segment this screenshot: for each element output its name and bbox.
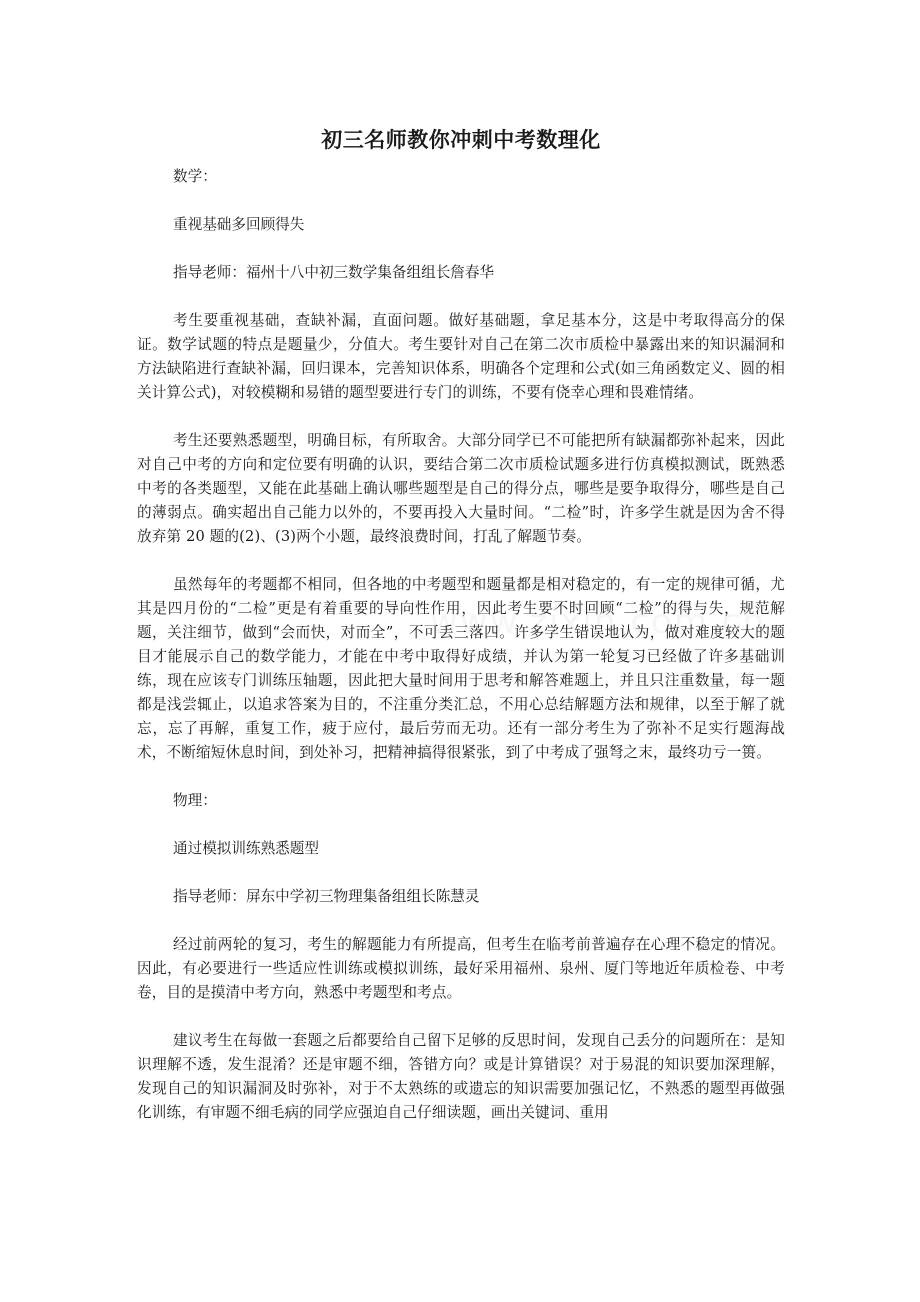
physics-paragraph-1: 经过前两轮的复习，考生的解题能力有所提高，但考生在临考前普遍存在心理不稳定的情况。因此，有必要进行一些适应性训练或模拟训练，最好采用福州、泉州、厦门等地近年质检卷、中考卷，目的是摸清中考方向，熟悉中考题型和考点。: [137, 936, 785, 1001]
physics-subtitle: 通过模拟训练熟悉题型: [173, 840, 319, 857]
document-title: 初三名师教你冲刺中考数理化: [321, 128, 601, 152]
math-paragraph-1: 考生要重视基础，查缺补漏，直面问题。做好基础题，拿足基本分，这是中考取得高分的保证。数学试题的特点是题量少，分值大。考生要针对自己在第二次市质检中暴露出来的知识漏洞和方法缺陷进行查缺补漏，回归课本，完善知识体系，明确各个定理和公式(如三角函数定义、圆的相关计算公式)，对较模糊和易错的题型要进行专门的训练，不要有侥幸心理和畏难情绪。: [137, 312, 785, 401]
math-paragraph-3: 虽然每年的考题都不相同，但各地的中考题型和题量都是相对稳定的，有一定的规律可循，尤其是四月份的“二检”更是有着重要的导向性作用，因此考生要不时回顾“二检”的得与失，规范解题，关注细节，做到“会而快，对而全”，不可丢三落四。许多学生错误地认为，做对难度较大的题目才能展示自己的数学能力，才能在中考中取得好成绩，并认为第一轮复习已经做了许多基础训练，现在应该专门训练压轴题，因此把大量时间用于思考和解答难题上，并且只注重数量，每一题都是浅尝辄止，以追求答案为目的，不注重分类汇总，不用心总结解题方法和规律，以至于解了就忘，忘了再解，重复工作，疲于应付，最后劳而无功。还有一部分考生为了弥补不足实行题海战术，不断缩短休息时间，到处补习，把精神搞得很紧张，到了中考成了强弩之末，最终功亏一篑。: [137, 576, 785, 761]
math-teacher: 指导老师：福州十八中初三数学集备组组长詹春华: [173, 264, 495, 281]
math-subtitle: 重视基础多回顾得失: [173, 216, 305, 233]
math-paragraph-2: 考生还要熟悉题型，明确目标，有所取舍。大部分同学已不可能把所有缺漏都弥补起来，因此对自己中考的方向和定位要有明确的认识，要结合第二次市质检试题多进行仿真模拟测试，既熟悉中考的各类题型，又能在此基础上确认哪些题型是自己的得分点，哪些是要争取得分，哪些是自己的薄弱点。确实超出自己能力以外的，不要再投入大量时间。“二检”时，许多学生就是因为舍不得放弃第 20 题的(2)、(3)两个小题，最终浪费时间，打乱了解题节奏。: [137, 432, 785, 545]
physics-paragraph-2: 建议考生在每做一套题之后都要给自己留下足够的反思时间，发现自己丢分的问题所在：是知识理解不透，发生混淆？还是审题不细，答错方向？或是计算错误？对于易混的知识要加深理解，发现自己的知识漏洞及时弥补，对于不太熟练的或遗忘的知识需要加强记忆，不熟悉的题型再做强化训练，有审题不细毛病的同学应强迫自己仔细读题，画出关键词、重用: [137, 1032, 785, 1121]
math-heading: 数学：: [173, 168, 217, 185]
physics-heading: 物理：: [173, 792, 217, 809]
document-page: [137, 118, 785, 1149]
physics-teacher: 指导老师：屏东中学初三物理集备组组长陈慧灵: [173, 888, 480, 905]
